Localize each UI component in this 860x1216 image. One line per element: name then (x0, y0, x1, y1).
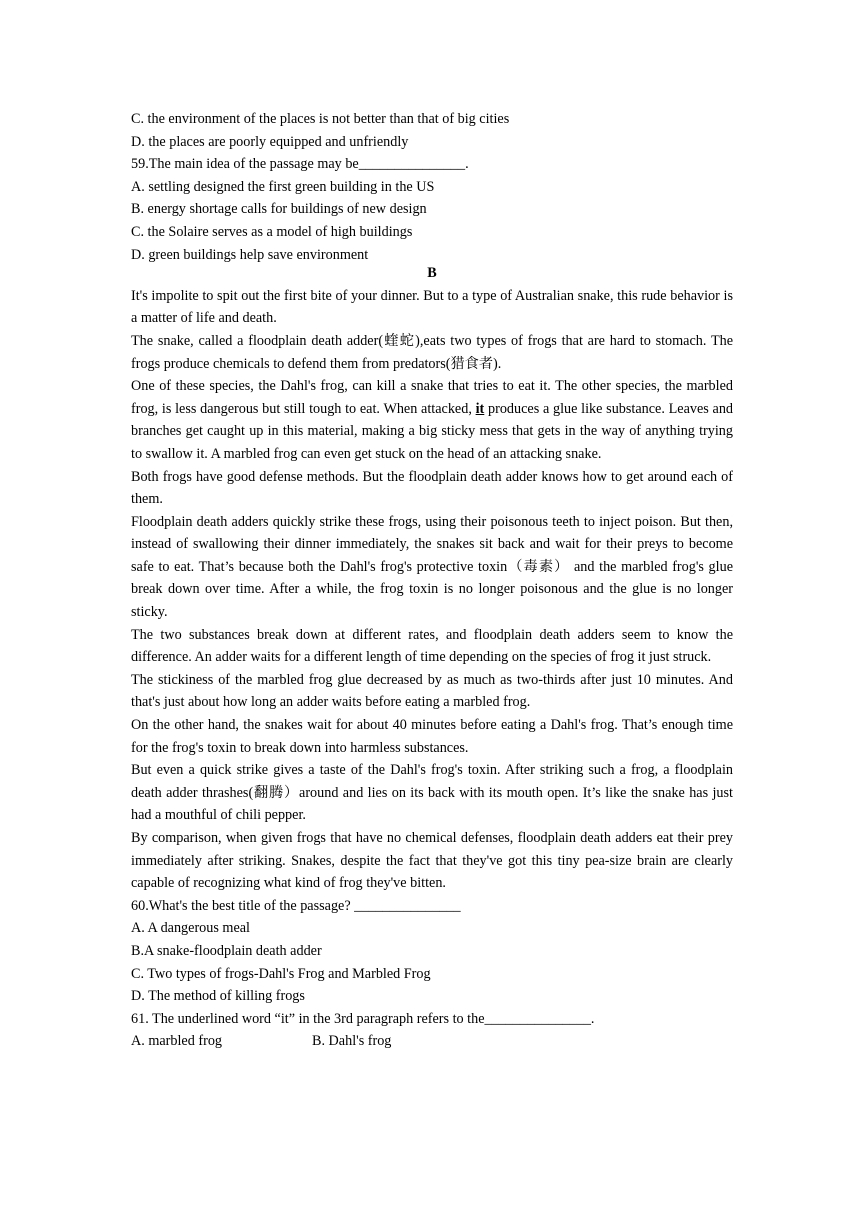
q60-option-c: C. Two types of frogs-Dahl's Frog and Marbled Frog (131, 965, 431, 982)
passage-paragraph-2: The snake, called a floodplain death adder(蝰蛇),eats two types of frogs that are hard to stomach. The frogs produce chemicals to defend them from predators(猎食者). (131, 332, 733, 372)
q61-stem: 61. The underlined word “it” in the 3rd paragraph refers to the_______________. (131, 1010, 595, 1027)
passage-paragraph-1: It's impolite to spit out the first bite of your dinner. But to a type of Australian snake, this rude behavior is a matter of life and death. (131, 287, 733, 327)
q60-option-b: B.A snake-floodplain death adder (131, 942, 322, 959)
q61-options-row (131, 1030, 733, 1053)
q59-option-b: B. energy shortage calls for buildings of new design (131, 201, 427, 218)
document-content (131, 108, 733, 1053)
section-title: B (427, 265, 437, 282)
underlined-word-it: it (475, 400, 485, 417)
passage-paragraph-6: The two substances break down at different rates, and floodplain death adders seem to know the difference. An adder waits for a different length of time depending on the species of frog it just struck. (131, 626, 733, 666)
paragraph-3-text-before: One of these species, the Dahl's frog, can kill a snake that tries to eat it. The other species, the marbled frog, is less dangerous but still tough to eat. When attacked, (131, 378, 733, 417)
passage-paragraph-8: On the other hand, the snakes wait for about 40 minutes before eating a Dahl's frog. That’s enough time for the frog's toxin to break down into harmless substances. (131, 717, 733, 756)
passage-paragraph-5: Floodplain death adders quickly strike these frogs, using their poisonous teeth to inject poison. But then, instead of swallowing their dinner immediately, the snakes sit back and wait for their preys to become safe to eat. That’s because both the Dahl's frog's protective toxin（毒素） and the marbled frog's glue break down over time. After a while, the frog toxin is no longer poisonous and the glue is no longer sticky. (131, 513, 733, 621)
passage-paragraph-3 (131, 375, 733, 465)
q58-option-c: C. the environment of the places is not better than that of big cities (131, 111, 510, 127)
q60-stem: 60.What's the best title of the passage? _______________ (131, 897, 461, 914)
passage-paragraph-4: Both frogs have good defense methods. But the floodplain death adder knows how to get around each of them. (131, 468, 733, 508)
passage-paragraph-7: The stickiness of the marbled frog glue decreased by as much as two-thirds after just 10 minutes. And that's just about how long an adder waits before eating a marbled frog. (131, 671, 733, 711)
q61-option-b: B. Dahl's frog (312, 1033, 392, 1050)
q61-option-a: A. marbled frog (131, 1033, 223, 1050)
passage-paragraph-9: But even a quick strike gives a taste of the Dahl's frog's toxin. After striking such a frog, a floodplain death adder thrashes(翻腾）around and lies on its back with its mouth open. It’s like the snake has just had a mouthful of chili pepper. (131, 762, 733, 824)
passage-paragraph-10: By comparison, when given frogs that have no chemical defenses, floodplain death adders eat their prey immediately after striking. Snakes, despite the fact that they've got this tiny pea-size brain are clearly capable of recognizing what kind of frog they've bitten. (131, 830, 733, 892)
q59-option-d: D. green buildings help save environment (131, 246, 369, 263)
q58-option-d: D. the places are poorly equipped and unfriendly (131, 133, 409, 150)
q59-stem: 59.The main idea of the passage may be_______________. (131, 156, 469, 173)
q59-option-c: C. the Solaire serves as a model of high buildings (131, 223, 413, 240)
q59-option-a: A. settling designed the first green building in the US (131, 178, 435, 195)
paragraph-3-text-after: produces a glue like substance. Leaves and branches get caught up in this material, making a big sticky mess that gets in the way of anything trying to swallow it. A marbled frog can even get stuck on the head of an attacking snake. (131, 400, 734, 462)
q60-option-a: A. A dangerous meal (131, 920, 250, 937)
q60-option-d: D. The method of killing frogs (131, 988, 305, 1005)
